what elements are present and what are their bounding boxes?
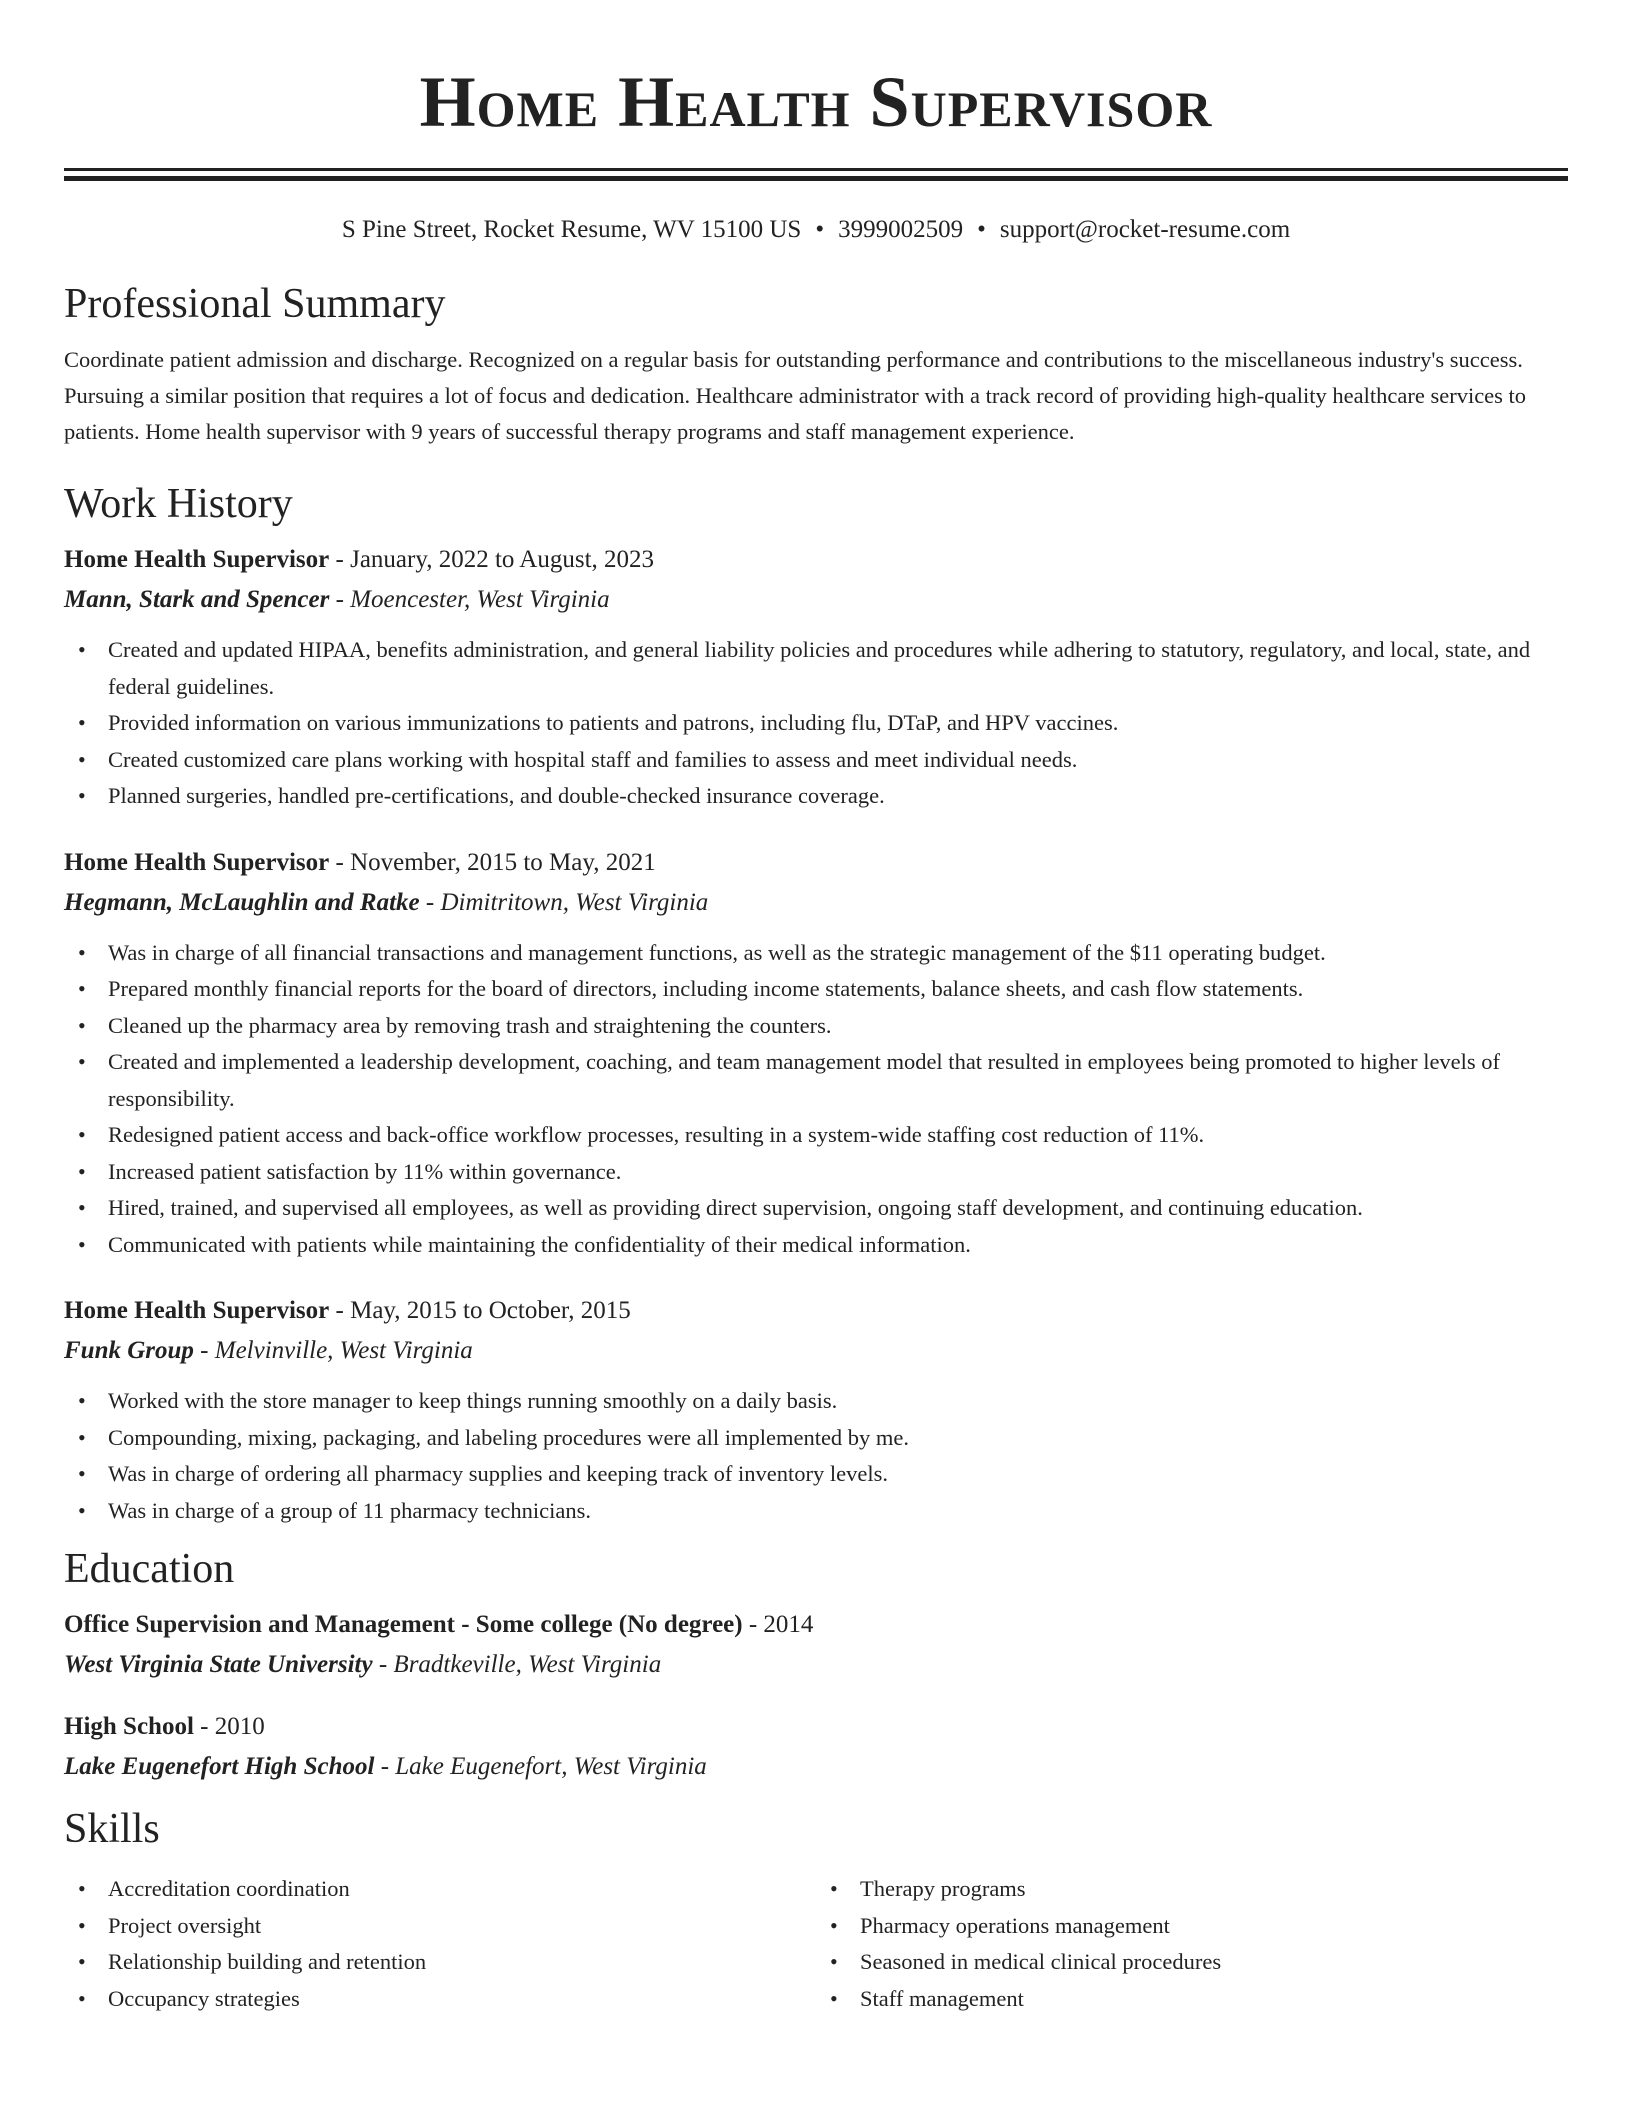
list-item: • Compounding, mixing, packaging, and labeling procedures were all implemented by me.	[64, 1420, 1568, 1457]
job-company: Funk Group	[64, 1337, 194, 1364]
job-dates: - November, 2015 to May, 2021	[329, 848, 656, 876]
job-entry	[64, 1295, 1568, 1529]
resume-name: Home Health Supervisor	[419, 62, 1213, 142]
contact-separator: •	[815, 216, 825, 243]
job-company-line	[64, 584, 1568, 616]
list-item: • Planned surgeries, handled pre-certifications, and double-checked insurance coverage.	[64, 778, 1568, 815]
list-item: • Was in charge of a group of 11 pharmacy technicians.	[64, 1493, 1568, 1530]
list-item: • Communicated with patients while maintaining the confidentiality of their medical information.	[64, 1227, 1568, 1264]
job-dates: - January, 2022 to August, 2023	[329, 546, 655, 573]
education-entry	[64, 1609, 1568, 1681]
skill-item: • Therapy programs	[816, 1871, 1568, 1908]
contact-email: support@rocket-resume.com	[999, 216, 1291, 243]
skill-item: • Seasoned in medical clinical procedures	[816, 1944, 1568, 1981]
section-title-work: Work History	[64, 481, 293, 527]
job-entry	[64, 544, 1568, 815]
skill-item: • Pharmacy operations management	[816, 1908, 1568, 1945]
list-item: • Created and implemented a leadership development, coaching, and team management model that resulted in employees being promoted to higher levels of responsibility.	[64, 1044, 1568, 1117]
contact-phone: 3999002509	[838, 216, 964, 243]
education-entry	[64, 1711, 1568, 1783]
education-school: West Virginia State University	[64, 1651, 373, 1678]
skill-item: • Project oversight	[64, 1908, 816, 1945]
education-degree: Office Supervision and Management - Some college (No degree)	[64, 1611, 743, 1638]
section-title-summary: Professional Summary	[64, 281, 446, 327]
skill-item: • Staff management	[816, 1981, 1568, 2018]
list-item: • Increased patient satisfaction by 11% within governance.	[64, 1154, 1568, 1191]
education-heading	[64, 1609, 1568, 1641]
section-title-skills: Skills	[64, 1806, 160, 1852]
skill-item: • Relationship building and retention	[64, 1944, 816, 1981]
job-company-line	[64, 887, 1568, 919]
education-location: - Bradtkeville, West Virginia	[372, 1651, 662, 1678]
list-item: • Created customized care plans working with hospital staff and families to assess and meet individual needs.	[64, 742, 1568, 779]
skills-left-column	[64, 1871, 816, 2017]
job-bullets	[64, 935, 1568, 1264]
job-role: Home Health Supervisor	[64, 848, 330, 876]
list-item: • Provided information on various immunizations to patients and patrons, including flu, DTaP, and HPV vaccines.	[64, 705, 1568, 742]
job-location: - Moencester, West Virginia	[329, 586, 610, 613]
list-item: • Created and updated HIPAA, benefits administration, and general liability policies and procedures while adhering to statutory, regulatory, and local, state, and federal guidelines.	[64, 632, 1568, 705]
job-dates: - May, 2015 to October, 2015	[329, 1297, 631, 1324]
job-role: Home Health Supervisor	[64, 546, 330, 573]
job-location: - Melvinville, West Virginia	[193, 1337, 473, 1364]
list-item: • Redesigned patient access and back-office workflow processes, resulting in a system-wide staffing cost reduction of 11%.	[64, 1117, 1568, 1154]
job-heading	[64, 1295, 1568, 1327]
job-bullets	[64, 1383, 1568, 1529]
contact-address: S Pine Street, Rocket Resume, WV 15100 US	[341, 216, 802, 243]
job-location: - Dimitritown, West Virginia	[419, 888, 709, 916]
skills-right-column	[816, 1871, 1568, 2017]
list-item: • Cleaned up the pharmacy area by removing trash and straightening the counters.	[64, 1008, 1568, 1045]
education-school-line	[64, 1649, 1568, 1681]
section-title-education: Education	[64, 1546, 235, 1592]
education-school: Lake Eugenefort High School	[64, 1753, 375, 1780]
list-item: • Was in charge of all financial transactions and management functions, as well as the strategic management of the $11 operating budget.	[64, 935, 1568, 972]
job-bullets	[64, 632, 1568, 815]
list-item: • Prepared monthly financial reports for the board of directors, including income statements, balance sheets, and cash flow statements.	[64, 971, 1568, 1008]
skills-columns	[64, 1871, 1568, 2017]
job-company-line	[64, 1335, 1568, 1367]
education-degree: High School	[64, 1713, 194, 1740]
education-year: - 2014	[742, 1611, 814, 1638]
summary-text: Coordinate patient admission and discharge. Recognized on a regular basis for outstanding performance and contributions to the miscellaneous industry's success. Pursuing a similar position that requires a lot of focus and dedication. Healthcare administrator with a track record of providing high-quality healthcare services to patients. Home health supervisor with 9 years of successful therapy programs and staff management experience.	[64, 347, 1527, 444]
education-location: - Lake Eugenefort, West Virginia	[374, 1753, 707, 1780]
skill-item: • Occupancy strategies	[64, 1981, 816, 2018]
job-heading	[64, 847, 1568, 879]
job-company: Mann, Stark and Spencer	[64, 586, 330, 613]
education-school-line	[64, 1751, 1568, 1783]
header-rule-bottom	[64, 176, 1568, 181]
education-year: - 2010	[193, 1713, 265, 1740]
job-entry	[64, 847, 1568, 1264]
education-heading	[64, 1711, 1568, 1743]
contact-separator: •	[977, 216, 986, 243]
job-company: Hegmann, McLaughlin and Ratke	[64, 888, 420, 916]
list-item: • Was in charge of ordering all pharmacy supplies and keeping track of inventory levels.	[64, 1456, 1568, 1493]
list-item: • Worked with the store manager to keep things running smoothly on a daily basis.	[64, 1383, 1568, 1420]
job-heading	[64, 544, 1568, 576]
contact-line	[64, 214, 1568, 246]
job-role: Home Health Supervisor	[64, 1297, 330, 1324]
header-rule-top	[64, 168, 1568, 171]
skill-item: • Accreditation coordination	[64, 1871, 816, 1908]
list-item: • Hired, trained, and supervised all employees, as well as providing direct supervision, ongoing staff development, and continuing education.	[64, 1190, 1568, 1227]
